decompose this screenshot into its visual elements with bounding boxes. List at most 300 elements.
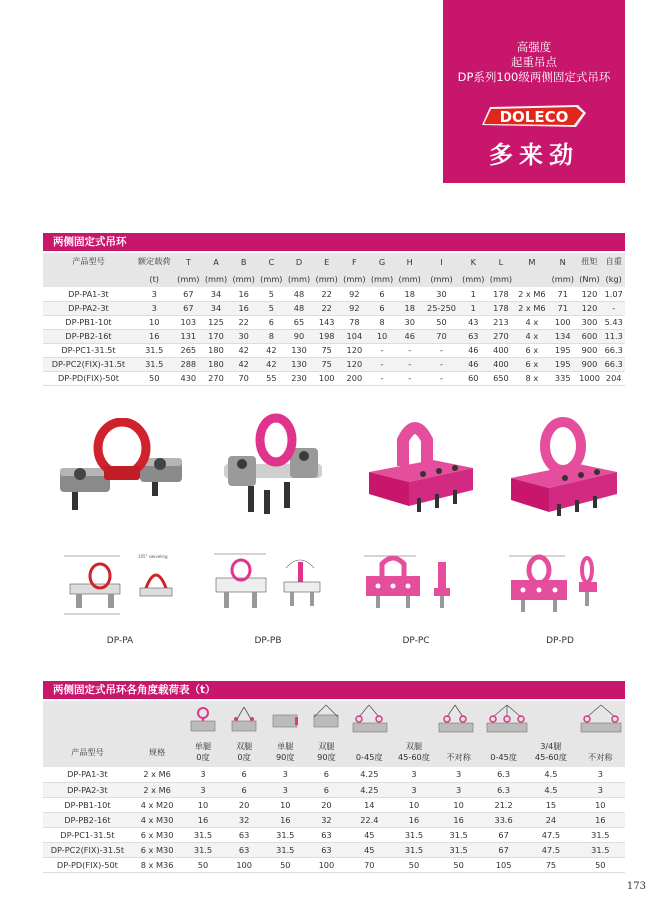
spec-table-cell: 300 bbox=[577, 315, 603, 329]
spec-table-cell: 42 bbox=[258, 343, 286, 357]
spec-table-cell: DP-PB1-10t bbox=[43, 315, 134, 329]
spec-table-cell: 16 bbox=[134, 329, 175, 343]
load-table-cell: 67 bbox=[481, 842, 526, 857]
spec-table-cell: 63 bbox=[459, 329, 487, 343]
angle-header-bottom: 0-45度 bbox=[355, 752, 383, 762]
dp-pc-drawing bbox=[360, 550, 480, 620]
spec-table-cell: DP-PA1-3t bbox=[43, 287, 134, 301]
spec-table-cell: - bbox=[424, 371, 460, 385]
spec-table-cell: - bbox=[396, 357, 424, 371]
spec-table-cell: - bbox=[602, 301, 625, 315]
angle-column-header bbox=[265, 737, 306, 767]
load-table-cell: 31.5 bbox=[576, 827, 625, 842]
spec-table-header-units bbox=[43, 270, 625, 287]
load-table-cell: 4.5 bbox=[526, 782, 575, 797]
column-header-unit: (mm) bbox=[232, 273, 255, 284]
load-table-cell: 3 bbox=[576, 767, 625, 782]
spec-table-cell: 10 bbox=[368, 329, 396, 343]
spec-table-cell: 130 bbox=[285, 343, 313, 357]
column-header-name: L bbox=[498, 256, 504, 267]
angle-column-header bbox=[182, 737, 223, 767]
spec-table-cell: 400 bbox=[487, 357, 515, 371]
load-table-cell: 3 bbox=[265, 782, 306, 797]
caption-dp-pb: DP-PB bbox=[254, 636, 282, 646]
column-header-unit: (mm) bbox=[489, 273, 513, 284]
dp-pa-drawing bbox=[60, 548, 180, 620]
angle-header-top: 3/4腿 bbox=[540, 741, 562, 751]
load-table-cell: 6 x M30 bbox=[132, 842, 183, 857]
load-table-cell: 10 bbox=[392, 797, 437, 812]
load-table-row bbox=[43, 857, 625, 872]
spec-table-row bbox=[43, 343, 625, 357]
angle-column-header bbox=[306, 737, 347, 767]
spec-table-cell: 130 bbox=[285, 357, 313, 371]
angle-header-bottom: 不对称 bbox=[446, 752, 471, 762]
load-table-cell: 45 bbox=[347, 842, 392, 857]
angle-header-top: 单腿 bbox=[194, 741, 212, 751]
spec-table-cell: 900 bbox=[577, 343, 603, 357]
load-table-cell: 16 bbox=[576, 812, 625, 827]
angle-header-bottom: 0-45度 bbox=[490, 752, 517, 762]
spec-table-cell: 6 bbox=[368, 287, 396, 301]
angle-header-bottom: 0度 bbox=[237, 752, 251, 762]
spec-table-cell: 6 bbox=[368, 301, 396, 315]
spec-table-cell: 18 bbox=[396, 287, 424, 301]
column-header-unit: (mm) bbox=[462, 273, 485, 284]
spec-table-cell: 55 bbox=[258, 371, 286, 385]
load-table-cell: 50 bbox=[392, 857, 437, 872]
column-header-name: B bbox=[240, 256, 247, 267]
angle-header-top bbox=[436, 741, 481, 752]
column-header-name: N bbox=[559, 256, 566, 267]
spec-table-cell: 5.43 bbox=[602, 315, 625, 329]
spec-table-cell: 30 bbox=[230, 329, 258, 343]
spec-table-cell: 5 bbox=[258, 287, 286, 301]
load-table-row bbox=[43, 782, 625, 797]
spec-table-cell: 6 x bbox=[515, 343, 549, 357]
spec-table-row bbox=[43, 371, 625, 385]
load-table-cell: 63 bbox=[306, 842, 347, 857]
spec-table-header-names bbox=[43, 253, 625, 270]
angle-header-top: 双腿 bbox=[235, 741, 253, 751]
load-table-cell: 6 x M30 bbox=[132, 827, 183, 842]
dp-pb-drawing bbox=[210, 548, 330, 620]
spec-table-cell: 16 bbox=[230, 301, 258, 315]
load-table-row bbox=[43, 767, 625, 782]
load-table-cell: 50 bbox=[182, 857, 223, 872]
spec-table-cell: 270 bbox=[202, 371, 230, 385]
load-table-cell: DP-PA2-3t bbox=[43, 782, 132, 797]
spec-table-cell: 60 bbox=[459, 371, 487, 385]
column-header-name: M bbox=[528, 256, 536, 267]
column-header-unit bbox=[43, 270, 134, 287]
spec-table-cell: - bbox=[396, 343, 424, 357]
load-table-cell: 63 bbox=[224, 842, 265, 857]
load-table-cell: 6 bbox=[306, 782, 347, 797]
load-table-cell: 4.25 bbox=[347, 782, 392, 797]
spec-table-cell: 4 x bbox=[515, 315, 549, 329]
spec-table-cell: 265 bbox=[174, 343, 202, 357]
load-table-cell: 14 bbox=[347, 797, 392, 812]
spec-table-row bbox=[43, 301, 625, 315]
load-table-cell: 6 bbox=[306, 767, 347, 782]
spec-table-row bbox=[43, 315, 625, 329]
spec-table-cell: 180 bbox=[202, 343, 230, 357]
column-header-name: 自重 bbox=[605, 256, 622, 266]
spec-table-cell: 120 bbox=[341, 357, 369, 371]
load-table-body bbox=[43, 767, 625, 872]
spec-table-cell: 2 x M6 bbox=[515, 287, 549, 301]
spec-table-cell: 8 bbox=[258, 329, 286, 343]
spec-table-cell: - bbox=[424, 343, 460, 357]
spec-table-cell: 4 x bbox=[515, 329, 549, 343]
column-header-name: H bbox=[406, 256, 413, 267]
angle-header-top: 双腿 bbox=[318, 741, 335, 751]
column-header-unit bbox=[515, 270, 549, 287]
angle-column-header bbox=[392, 737, 437, 767]
caption-dp-pc: DP-PC bbox=[402, 636, 430, 646]
spec-table-cell: 104 bbox=[341, 329, 369, 343]
spec-table-cell: 1.07 bbox=[602, 287, 625, 301]
load-table-cell: DP-PC1-31.5t bbox=[43, 827, 132, 842]
spec-table-cell: 8 bbox=[368, 315, 396, 329]
spec-table-cell: 18 bbox=[396, 301, 424, 315]
spec-table-cell: 70 bbox=[424, 329, 460, 343]
spec-table-cell: 11.3 bbox=[602, 329, 625, 343]
load-table-cell: 31.5 bbox=[182, 827, 223, 842]
angle-column-header bbox=[436, 737, 481, 767]
spec-table-cell: 288 bbox=[174, 357, 202, 371]
double-leg-angle-icons bbox=[347, 701, 481, 737]
load-table-cell: 32 bbox=[224, 812, 265, 827]
column-header-name: F bbox=[351, 256, 357, 267]
load-table-cell: DP-PB2-16t bbox=[43, 812, 132, 827]
load-table-cell: 20 bbox=[306, 797, 347, 812]
spec-table-cell: 34 bbox=[202, 287, 230, 301]
spec-table-cell: 31.5 bbox=[134, 343, 175, 357]
spec-table-cell: 120 bbox=[341, 343, 369, 357]
spec-table-body bbox=[43, 287, 625, 385]
spec-table-cell: 131 bbox=[174, 329, 202, 343]
load-table-header bbox=[43, 737, 625, 767]
spec-table-cell: 3 bbox=[134, 287, 175, 301]
load-table bbox=[43, 701, 625, 873]
spec-table-cell: 22 bbox=[230, 315, 258, 329]
load-table-cell: 4.25 bbox=[347, 767, 392, 782]
load-table-cell: DP-PB1-10t bbox=[43, 797, 132, 812]
drawing-note: 105° swiveling bbox=[138, 554, 168, 559]
spec-table-cell: 400 bbox=[487, 343, 515, 357]
load-table-cell: 100 bbox=[306, 857, 347, 872]
spec-table-row bbox=[43, 287, 625, 301]
spec-table-cell: 66.3 bbox=[602, 343, 625, 357]
load-table-cell: 31.5 bbox=[392, 827, 437, 842]
header-box bbox=[443, 0, 625, 183]
load-table-cell: DP-PD(FIX)-50t bbox=[43, 857, 132, 872]
load-table-row bbox=[43, 842, 625, 857]
spec-table-cell: 2 x M6 bbox=[515, 301, 549, 315]
column-header-name: E bbox=[324, 256, 330, 267]
angle-column-header bbox=[576, 737, 625, 767]
column-header-name: D bbox=[295, 256, 303, 267]
load-table-cell: 70 bbox=[347, 857, 392, 872]
spec-table-cell: 195 bbox=[549, 357, 577, 371]
multi-leg-angle-icons bbox=[481, 701, 625, 737]
spec-table-row bbox=[43, 357, 625, 371]
column-header-unit: (mm) bbox=[260, 273, 283, 284]
angle-header-bottom: 0度 bbox=[196, 752, 210, 762]
load-table-cell: DP-PA1-3t bbox=[43, 767, 132, 782]
column-header-unit: (t) bbox=[149, 273, 159, 284]
spec-table-cell: 42 bbox=[230, 357, 258, 371]
angle-header-top: 双腿 bbox=[405, 741, 423, 751]
load-table-cell: 16 bbox=[182, 812, 223, 827]
load-table-row bbox=[43, 827, 625, 842]
column-header-unit: (mm) bbox=[430, 273, 453, 284]
spec-table-cell: - bbox=[368, 357, 396, 371]
load-table-cell: 4.5 bbox=[526, 767, 575, 782]
spec-table-cell: 1000 bbox=[577, 371, 603, 385]
load-table-cell: 31.5 bbox=[265, 842, 306, 857]
load-table-row bbox=[43, 797, 625, 812]
spec-table-cell: 67 bbox=[174, 301, 202, 315]
load-table-cell: 3 bbox=[182, 782, 223, 797]
spec-table-cell: 134 bbox=[549, 329, 577, 343]
column-header-name: G bbox=[378, 256, 386, 267]
angle-header-bottom: 90度 bbox=[317, 752, 336, 762]
spec-table-cell: 178 bbox=[487, 301, 515, 315]
spec-table-cell: 125 bbox=[202, 315, 230, 329]
header-line-1: 高强度 bbox=[516, 40, 552, 54]
spec-table-cell: 67 bbox=[174, 287, 202, 301]
spec-table-cell: 5 bbox=[258, 301, 286, 315]
header-line-2: 起重吊点 bbox=[511, 55, 557, 69]
spec-table-cell: DP-PD(FIX)-50t bbox=[43, 371, 134, 385]
load-table-row bbox=[43, 812, 625, 827]
spec-table-cell: 25-250 bbox=[424, 301, 460, 315]
dp-pc-photo bbox=[363, 410, 478, 520]
angle-header-bottom: 45-60度 bbox=[397, 752, 430, 762]
spec-table-cell: 75 bbox=[313, 357, 341, 371]
single-leg-0-icon bbox=[182, 701, 223, 737]
angle-header-bottom: 90度 bbox=[275, 752, 295, 762]
spec-table-cell: 71 bbox=[549, 287, 577, 301]
spec-table-cell: 31.5 bbox=[134, 357, 175, 371]
load-table-cell: 4 x M30 bbox=[132, 812, 183, 827]
spec-table-cell: 270 bbox=[487, 329, 515, 343]
spec-table-cell: 180 bbox=[202, 357, 230, 371]
spec-table bbox=[43, 253, 625, 386]
dp-pd-photo bbox=[505, 412, 620, 522]
spec-table-cell: 198 bbox=[313, 329, 341, 343]
load-table-cell: 20 bbox=[224, 797, 265, 812]
angle-header-top bbox=[481, 741, 526, 752]
spec-table-cell: 92 bbox=[341, 301, 369, 315]
load-table-cell: 50 bbox=[576, 857, 625, 872]
load-table-cell: 3 bbox=[436, 782, 481, 797]
load-table-cell: 47.5 bbox=[526, 827, 575, 842]
load-table-cell: 2 x M6 bbox=[132, 767, 183, 782]
column-header-unit: (mm) bbox=[343, 273, 366, 284]
load-table-cell: 31.5 bbox=[182, 842, 223, 857]
load-table-cell: 16 bbox=[436, 812, 481, 827]
load-table-cell: 3 bbox=[182, 767, 223, 782]
spec-table-cell: 46 bbox=[459, 343, 487, 357]
spec-table-cell: 120 bbox=[577, 301, 603, 315]
load-table-cell: 10 bbox=[436, 797, 481, 812]
spec-table-cell: - bbox=[368, 343, 396, 357]
spec-table-cell: 70 bbox=[230, 371, 258, 385]
column-header-name: C bbox=[268, 256, 275, 267]
angle-column-header bbox=[347, 737, 392, 767]
column-header-unit: (mm) bbox=[287, 273, 311, 284]
load-table-cell: 10 bbox=[576, 797, 625, 812]
spec-table-cell: 50 bbox=[424, 315, 460, 329]
load-table-cell: 50 bbox=[436, 857, 481, 872]
column-header-name: 扭矩 bbox=[581, 256, 598, 266]
column-header-name: 额定载荷 bbox=[137, 256, 171, 266]
spec-table-cell: 43 bbox=[459, 315, 487, 329]
load-table-cell: 8 x M36 bbox=[132, 857, 183, 872]
angle-header-top bbox=[576, 741, 625, 752]
spec-table-cell: 213 bbox=[487, 315, 515, 329]
load-table-cell: 31.5 bbox=[392, 842, 437, 857]
dp-pb-photo bbox=[218, 412, 328, 522]
spec-table-row bbox=[43, 329, 625, 343]
double-leg-90-icon bbox=[306, 701, 347, 737]
load-table-cell: 47.5 bbox=[526, 842, 575, 857]
spec-table-cell: 50 bbox=[134, 371, 175, 385]
load-table-cell: 67 bbox=[481, 827, 526, 842]
angle-column-header bbox=[526, 737, 575, 767]
spec-table-cell: - bbox=[396, 371, 424, 385]
angle-header-bottom: 45-60度 bbox=[534, 752, 567, 762]
spec-table-cell: - bbox=[368, 371, 396, 385]
spec-table-cell: 3 bbox=[134, 301, 175, 315]
spec-table-cell: 48 bbox=[285, 287, 313, 301]
load-table-cell: 45 bbox=[347, 827, 392, 842]
spec-table-cell: 204 bbox=[602, 371, 625, 385]
load-table-cell: 15 bbox=[526, 797, 575, 812]
spec-table-cell: 42 bbox=[230, 343, 258, 357]
load-table-cell: 63 bbox=[224, 827, 265, 842]
spec-table-cell: 6 x bbox=[515, 357, 549, 371]
spec-table-cell: 66.3 bbox=[602, 357, 625, 371]
section2-title: 两侧固定式吊环各角度载荷表（t） bbox=[43, 681, 625, 699]
spec-table-cell: 30 bbox=[424, 287, 460, 301]
spec-table-cell: 200 bbox=[341, 371, 369, 385]
spec-table-cell: 71 bbox=[549, 301, 577, 315]
spec-table-cell: 10 bbox=[134, 315, 175, 329]
spec-table-cell: 900 bbox=[577, 357, 603, 371]
column-header-name: K bbox=[470, 256, 476, 267]
spec-table-cell: - bbox=[424, 357, 460, 371]
spec-table-cell: 78 bbox=[341, 315, 369, 329]
load-table-cell: 31.5 bbox=[265, 827, 306, 842]
load-table-cell: 50 bbox=[265, 857, 306, 872]
column-header-unit: (Nm) bbox=[579, 273, 600, 284]
spec-table-cell: 30 bbox=[396, 315, 424, 329]
load-table-cell: 63 bbox=[306, 827, 347, 842]
spec-table-cell: 16 bbox=[230, 287, 258, 301]
column-header-name: 产品型号 bbox=[72, 256, 105, 266]
spec-table-cell: 195 bbox=[549, 343, 577, 357]
spec-table-cell: DP-PB2-16t bbox=[43, 329, 134, 343]
load-table-icon-row bbox=[43, 701, 625, 737]
spec-table-cell: 75 bbox=[313, 343, 341, 357]
spec-table-cell: 90 bbox=[285, 329, 313, 343]
spec-table-cell: 143 bbox=[313, 315, 341, 329]
load-table-cell: 3 bbox=[265, 767, 306, 782]
spec-table-cell: 120 bbox=[577, 287, 603, 301]
spec-table-cell: 170 bbox=[202, 329, 230, 343]
column-header-unit: (mm) bbox=[551, 273, 574, 284]
load-table-cell: 32 bbox=[306, 812, 347, 827]
dp-pa-photo bbox=[52, 418, 187, 518]
column-header-name: T bbox=[185, 256, 191, 267]
load-table-cell: DP-PC2(FIX)-31.5t bbox=[43, 842, 132, 857]
double-leg-0-icon bbox=[224, 701, 265, 737]
single-leg-90-icon bbox=[265, 701, 306, 737]
angle-header-bottom: 不对称 bbox=[588, 752, 613, 762]
spec-table-cell: 230 bbox=[285, 371, 313, 385]
spec-table-cell: 6 bbox=[258, 315, 286, 329]
column-header-unit: (mm) bbox=[370, 273, 394, 284]
load-table-cell: 3 bbox=[576, 782, 625, 797]
load-table-cell: 4 x M20 bbox=[132, 797, 183, 812]
column-header-unit: (mm) bbox=[398, 273, 421, 284]
spec-table-cell: 103 bbox=[174, 315, 202, 329]
load-table-cell: 10 bbox=[265, 797, 306, 812]
load-table-cell: 105 bbox=[481, 857, 526, 872]
spec-table-cell: 100 bbox=[549, 315, 577, 329]
spec-table-cell: 22 bbox=[313, 287, 341, 301]
load-table-cell: 3 bbox=[392, 782, 437, 797]
spec-table-cell: 48 bbox=[285, 301, 313, 315]
column-header-name: I bbox=[440, 256, 443, 267]
load-table-cell: 24 bbox=[526, 812, 575, 827]
spec-table-cell: 178 bbox=[487, 287, 515, 301]
spec-table-cell: 46 bbox=[459, 357, 487, 371]
header-line-3: DP系列100级两侧固定式吊环 bbox=[457, 70, 611, 84]
load-table-cell: 16 bbox=[265, 812, 306, 827]
spec-table-cell: 42 bbox=[258, 357, 286, 371]
load-table-cell: 31.5 bbox=[576, 842, 625, 857]
spec-table-cell: 8 x bbox=[515, 371, 549, 385]
page-number: 173 bbox=[626, 881, 646, 892]
spec-table-cell: 335 bbox=[549, 371, 577, 385]
load-table-cell: 31.5 bbox=[436, 827, 481, 842]
spec-table-cell: 22 bbox=[313, 301, 341, 315]
column-header-unit: (mm) bbox=[315, 273, 338, 284]
section1-title: 两侧固定式吊环 bbox=[43, 233, 625, 251]
logo-chinese: 多来劲 bbox=[489, 141, 579, 169]
angle-column-header bbox=[224, 737, 265, 767]
caption-dp-pa: DP-PA bbox=[106, 636, 134, 646]
column-header-model: 产品型号 bbox=[71, 746, 104, 757]
caption-dp-pd: DP-PD bbox=[546, 636, 574, 646]
column-header-spec: 规格 bbox=[148, 746, 166, 757]
load-table-cell: 16 bbox=[392, 812, 437, 827]
spec-table-cell: DP-PC2(FIX)-31.5t bbox=[43, 357, 134, 371]
column-header-unit: (mm) bbox=[204, 273, 228, 284]
load-table-cell: 100 bbox=[224, 857, 265, 872]
load-table-cell: 6.3 bbox=[481, 767, 526, 782]
load-table-cell: 3 bbox=[436, 767, 481, 782]
spec-table-cell: 430 bbox=[174, 371, 202, 385]
spec-table-cell: DP-PC1-31.5t bbox=[43, 343, 134, 357]
column-header-name: A bbox=[213, 256, 219, 267]
